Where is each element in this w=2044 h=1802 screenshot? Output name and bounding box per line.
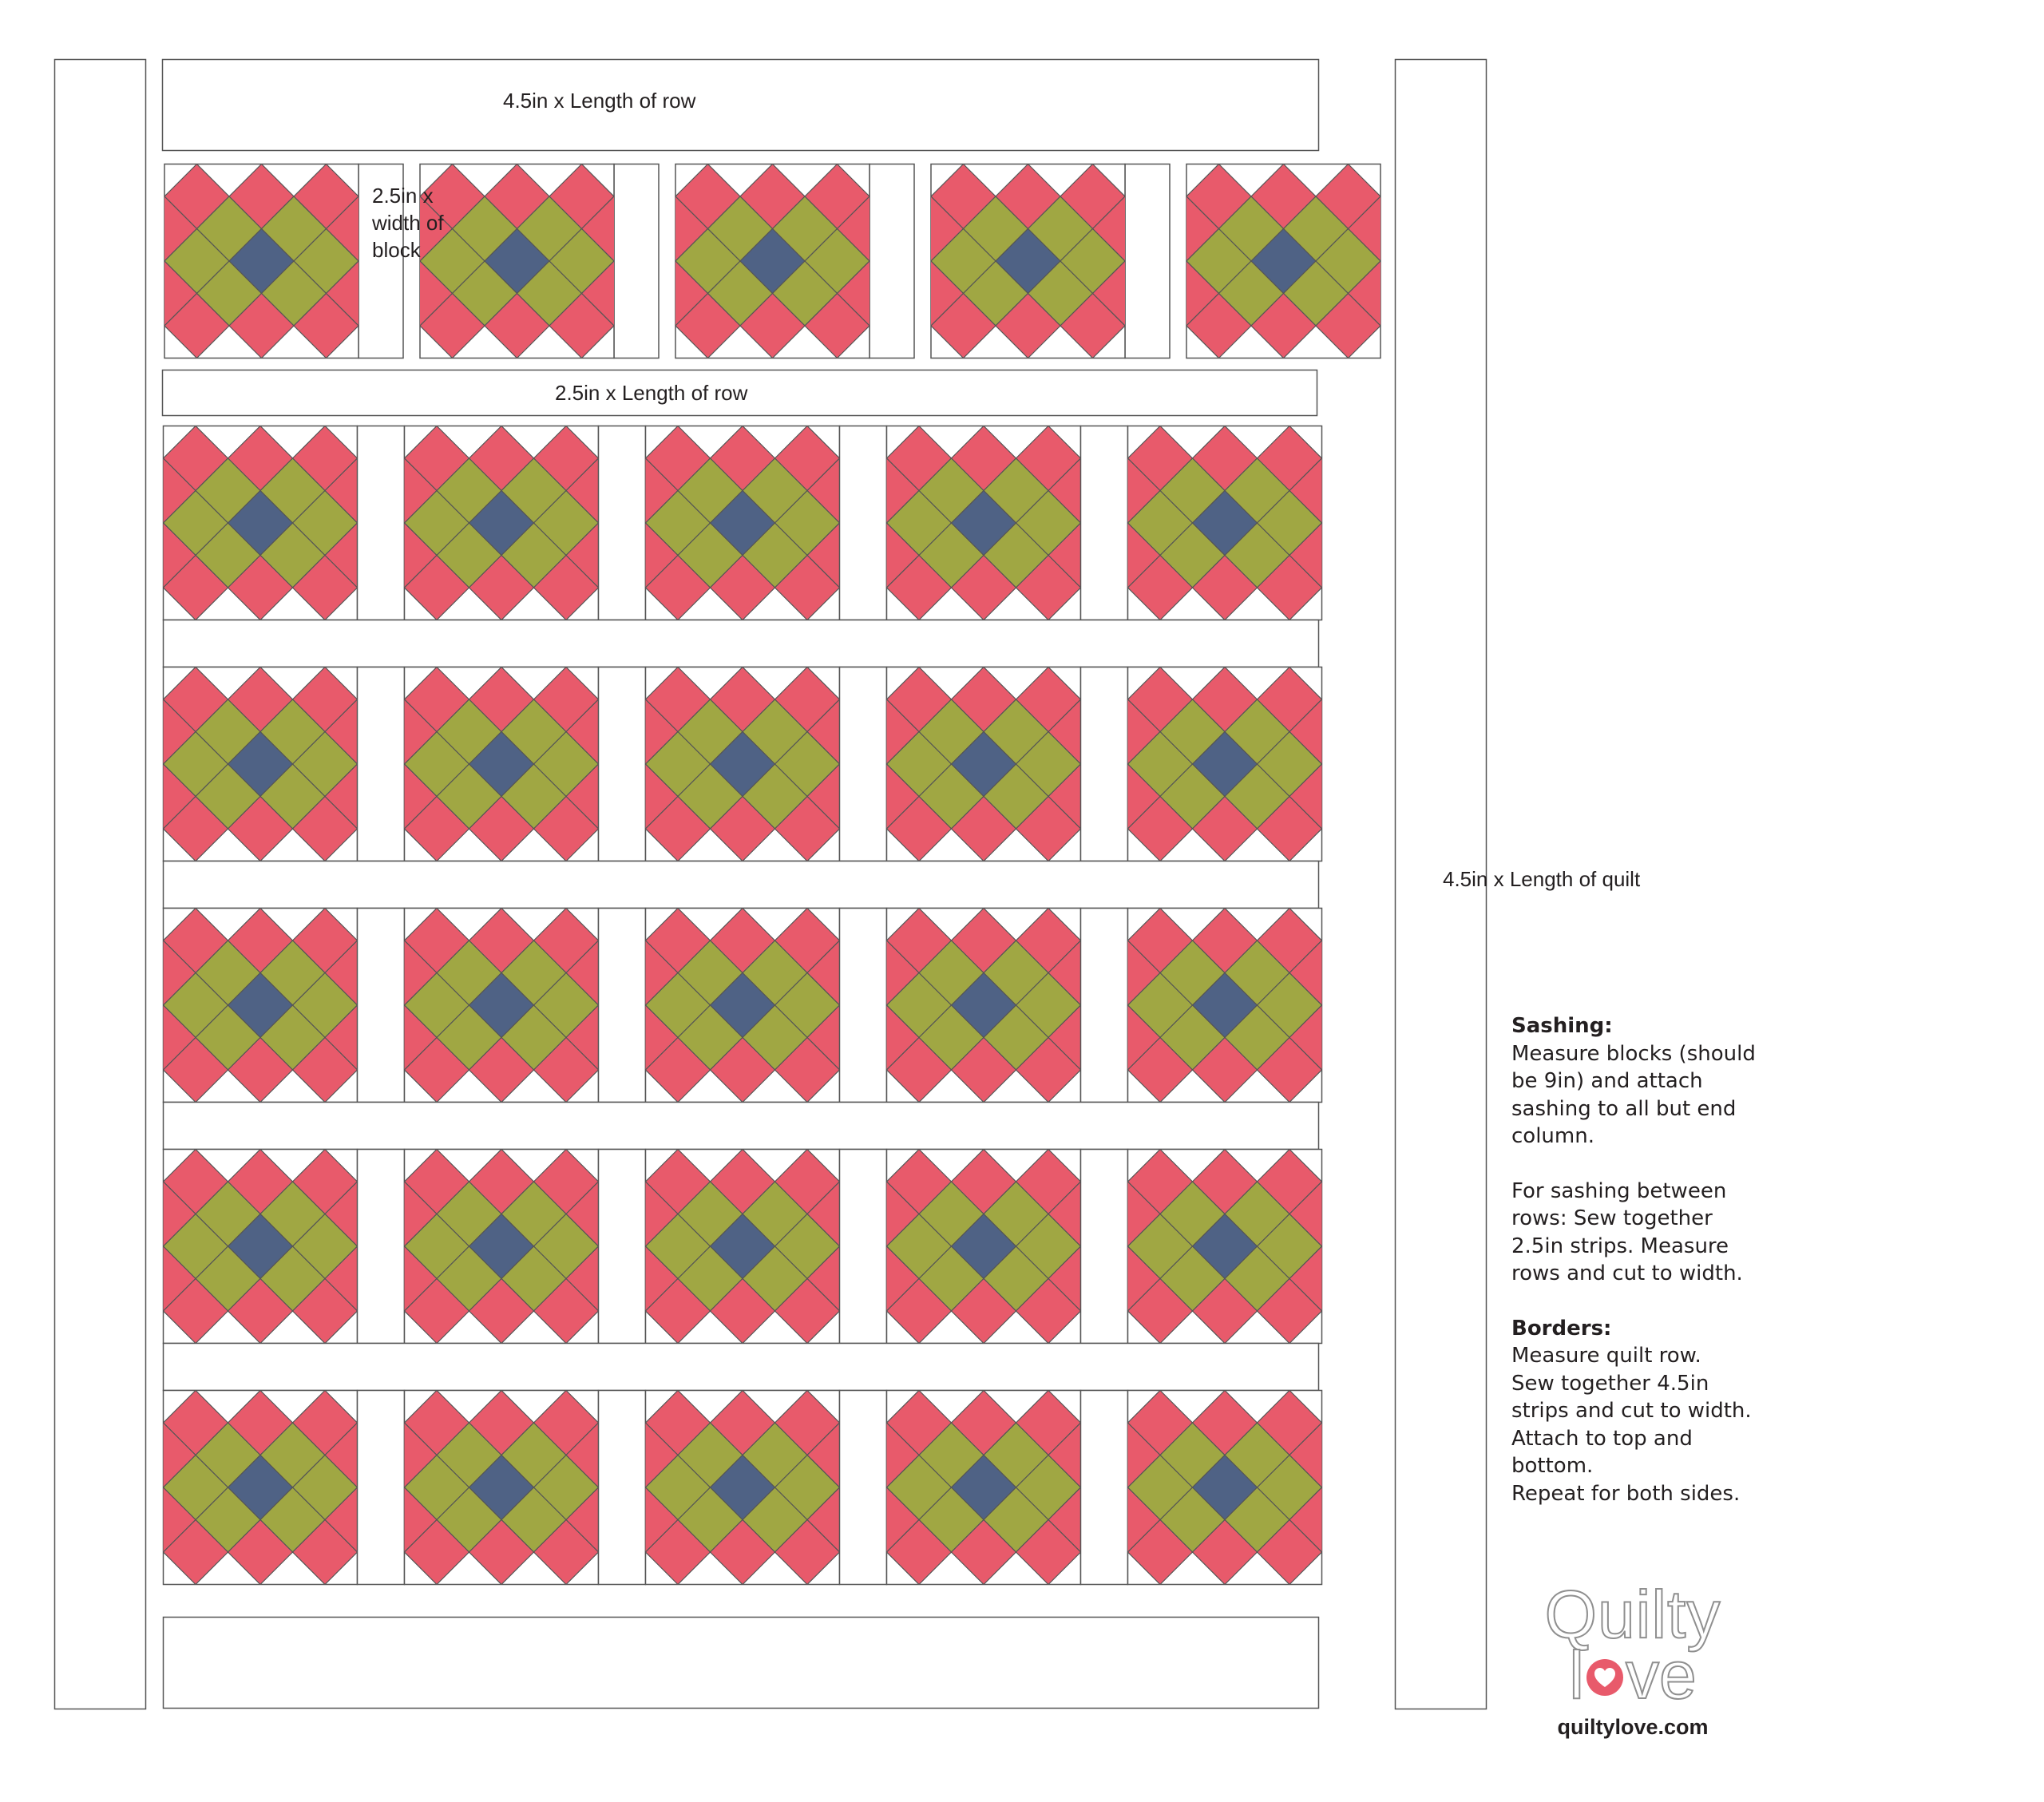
heart-icon	[1586, 1658, 1624, 1697]
sashing-column	[599, 426, 646, 620]
sashing-heading: Sashing:	[1511, 1014, 1613, 1038]
sashing-column-label: 2.5in x width of block	[372, 184, 444, 262]
borders-line: Attach to top and	[1511, 1426, 1693, 1451]
sashing-column	[1081, 909, 1128, 1103]
sashing-column	[358, 667, 405, 861]
patch-P	[1322, 973, 1387, 1038]
sashing-row	[164, 1103, 1319, 1150]
logo-url: quiltylove.com	[1557, 1715, 1709, 1739]
logo-word-quilty: Quilty	[1544, 1577, 1721, 1652]
sashing-column	[1081, 667, 1128, 861]
top-border	[163, 60, 1319, 151]
between-rows-line: rows: Sew together	[1511, 1206, 1713, 1230]
borders-heading: Borders:	[1511, 1316, 1612, 1341]
sashing-column	[358, 1150, 405, 1344]
sashing-column	[358, 426, 405, 620]
sashing-column	[1081, 1150, 1128, 1344]
borders-line: bottom.	[1511, 1454, 1594, 1478]
sashing-column	[358, 1391, 405, 1585]
between-rows-line: rows and cut to width.	[1511, 1261, 1743, 1285]
borders-line: Sew together 4.5in	[1511, 1371, 1709, 1396]
between-rows-line: 2.5in strips. Measure	[1511, 1234, 1729, 1258]
sashing-column	[1081, 426, 1128, 620]
sashing-column	[599, 909, 646, 1103]
patch-P	[1322, 491, 1387, 556]
exploded-sashing-column	[614, 164, 659, 358]
patch-P	[1322, 1214, 1387, 1279]
sashing-column	[599, 1391, 646, 1585]
logo-word-love	[1529, 1638, 1737, 1713]
exploded-sashing-column	[1125, 164, 1170, 358]
quilty-love-logo	[1529, 1577, 1737, 1740]
sashing-line: be 9in) and attach	[1511, 1069, 1703, 1093]
sashing-row	[164, 620, 1319, 667]
between-rows-line: For sashing between	[1511, 1178, 1727, 1203]
patch-P	[1322, 732, 1387, 797]
side-border-label: 4.5in x Length of quilt	[1443, 867, 1641, 891]
sashing-column	[1081, 1391, 1128, 1585]
instructions	[1511, 1012, 1815, 1507]
sashing-column	[840, 426, 887, 620]
sashing-row-label: 2.5in x Length of row	[555, 381, 748, 405]
sashing-line: column.	[1511, 1124, 1594, 1148]
patch-P	[1322, 1455, 1387, 1520]
borders-line: Repeat for both sides.	[1511, 1481, 1741, 1506]
bottom-border	[164, 1618, 1319, 1709]
sashing-column	[840, 1391, 887, 1585]
logo-letter-l: l	[1569, 1638, 1584, 1713]
left-side-border	[55, 60, 146, 1709]
sashing-line: sashing to all but end	[1511, 1096, 1737, 1121]
sashing-column	[840, 667, 887, 861]
top-border-label: 4.5in x Length of row	[503, 89, 696, 113]
sashing-line: Measure blocks (should	[1511, 1041, 1756, 1066]
sashing-row	[164, 861, 1319, 909]
sashing-row	[164, 1344, 1319, 1391]
logo-letters-ve: ve	[1625, 1638, 1697, 1713]
sashing-column	[840, 909, 887, 1103]
borders-line: Measure quilt row.	[1511, 1344, 1701, 1368]
sashing-column	[599, 667, 646, 861]
borders-line: strips and cut to width.	[1511, 1399, 1752, 1423]
sashing-column	[358, 909, 405, 1103]
exploded-sashing-column	[869, 164, 914, 358]
sashing-column	[599, 1150, 646, 1344]
sashing-column	[840, 1150, 887, 1344]
